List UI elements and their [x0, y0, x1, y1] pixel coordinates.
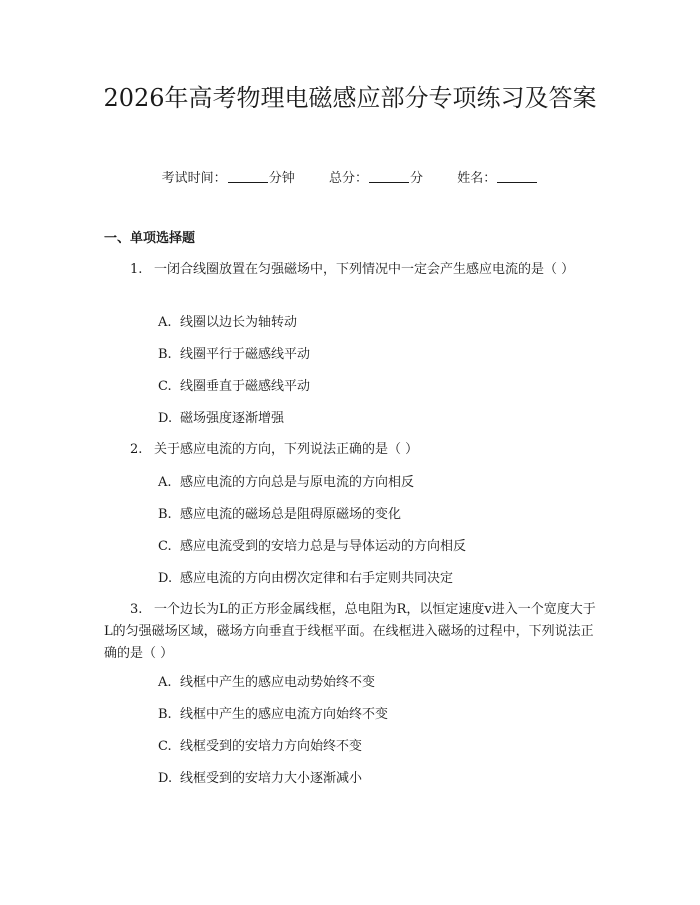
exam-meta: [0, 168, 700, 189]
option-text: 磁场强度逐渐增强: [180, 411, 285, 426]
option-1a: [158, 313, 297, 333]
question-text: 关于感应电流的方向，下列说法正确的是（ ）: [154, 442, 419, 457]
option-3d: [158, 769, 362, 789]
name-field: [457, 168, 538, 189]
section-title: 一、单项选择题: [104, 231, 196, 246]
option-1d: [158, 409, 284, 429]
option-text: 线圈垂直于磁感线平动: [180, 379, 311, 394]
option-letter: D.: [158, 771, 173, 786]
option-text: 感应电流的方向由楞次定律和右手定则共同决定: [180, 571, 454, 586]
page-title: 2026年高考物理电磁感应部分专项练习及答案: [103, 84, 597, 112]
question-number: 1.: [130, 262, 143, 277]
option-text: 线框受到的安培力方向始终不变: [180, 739, 363, 754]
option-text: 感应电流的方向总是与原电流的方向相反: [180, 475, 415, 490]
option-text: 线框中产生的感应电流方向始终不变: [180, 707, 389, 722]
option-letter: A.: [158, 675, 172, 690]
option-letter: A.: [158, 475, 172, 490]
option-text: 感应电流的磁场总是阻碍原磁场的变化: [180, 507, 402, 522]
option-letter: C.: [158, 379, 172, 394]
exam-time-field: [162, 168, 295, 189]
option-letter: A.: [158, 315, 172, 330]
option-letter: B.: [158, 347, 172, 362]
option-2b: [158, 505, 401, 525]
option-text: 线框受到的安培力大小逐渐减小: [180, 771, 363, 786]
option-letter: C.: [158, 739, 172, 754]
option-1c: [158, 377, 310, 397]
exam-time-blank: [228, 168, 268, 183]
option-letter: C.: [158, 539, 172, 554]
question-text: 一闭合线圈放置在匀强磁场中，下列情况中一定会产生感应电流的是（ ）: [154, 262, 575, 277]
total-score-label: 总分：: [328, 171, 368, 186]
question-text: 一个边长为L的正方形金属线框，总电阻为R，以恒定速度v进入一个宽度大于L的匀强磁场区域，磁场方向垂直于线框平面。在线框进入磁场的过程中，下列说法正确的是（ ）: [104, 602, 596, 661]
option-text: 线框中产生的感应电动势始终不变: [180, 675, 376, 690]
total-score-blank: [369, 168, 409, 183]
question-number: 2.: [130, 442, 143, 457]
exam-time-unit: 分钟: [268, 171, 295, 186]
option-2c: [158, 537, 466, 557]
question-2: [104, 439, 600, 461]
option-3b: [158, 705, 388, 725]
option-letter: B.: [158, 707, 172, 722]
option-letter: B.: [158, 507, 172, 522]
option-3c: [158, 737, 362, 757]
option-text: 感应电流受到的安培力总是与导体运动的方向相反: [180, 539, 467, 554]
name-blank: [497, 168, 537, 183]
option-3a: [158, 673, 375, 693]
option-2d: [158, 569, 453, 589]
name-label: 姓名：: [457, 171, 497, 186]
question-3: [104, 599, 600, 665]
option-2a: [158, 473, 414, 493]
exam-time-label: 考试时间：: [161, 171, 227, 186]
total-score-unit: 分: [410, 171, 424, 186]
option-letter: D.: [158, 411, 173, 426]
option-1b: [158, 345, 310, 365]
option-letter: D.: [158, 571, 173, 586]
option-text: 线圈以边长为轴转动: [180, 315, 298, 330]
option-text: 线圈平行于磁感线平动: [180, 347, 311, 362]
question-number: 3.: [130, 602, 143, 617]
total-score-field: [329, 168, 423, 189]
question-1: [104, 259, 600, 281]
